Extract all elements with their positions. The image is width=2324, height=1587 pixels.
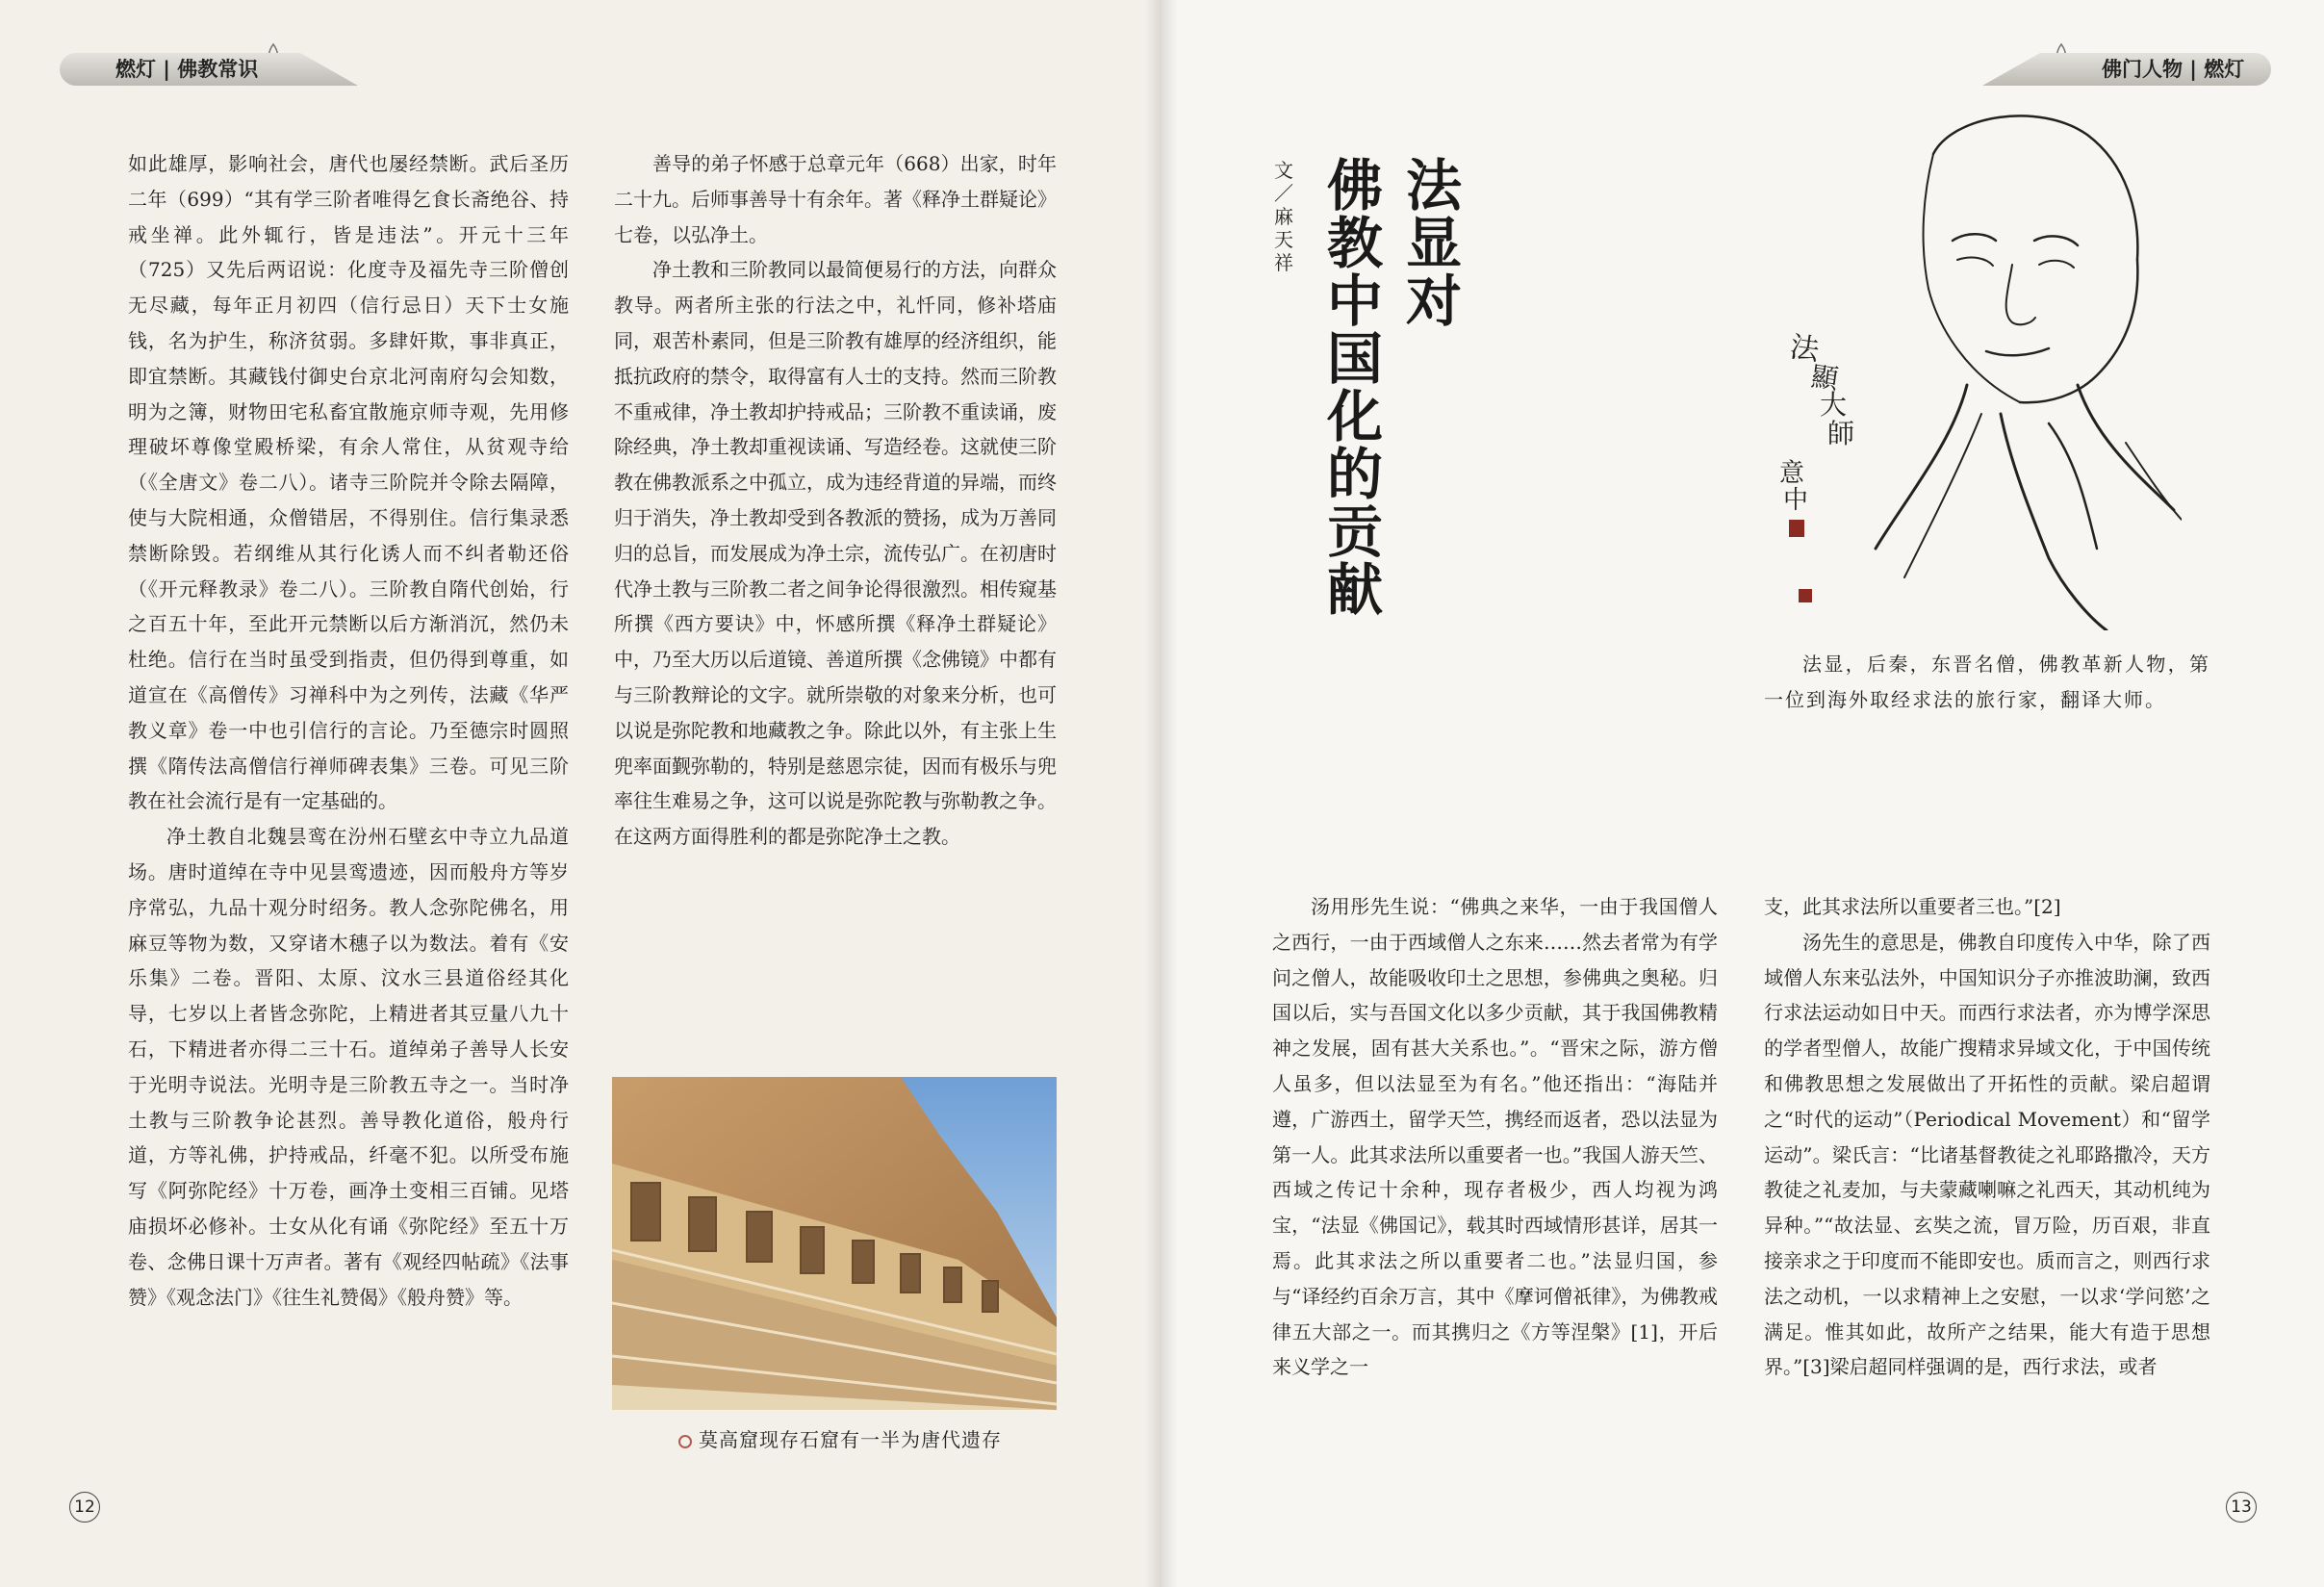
paragraph: 汤先生的意思是，佛教自印度传入中华，除了西域僧人东来弘法外，中国知识分子亦推波助澜，致西行求法运动如日中天。而西行求法者，亦为博学深思的学者型僧人，故能广搜精求异域文化，于中国传统和佛教思想之发展做出了开拓性的贡献。梁启超谓之“时代的运动”（Periodical Movement）和“留学运动”。梁氏言：“比诸基督教徒之礼耶路撒冷，天方教徒之礼麦加，与夫蒙藏喇嘛之礼西天，其动机纯为异种。”“故法显、玄奘之流，冒万险，历百艰，非直接亲求之于印度而不能即安也。质而言之，则西行求法之动机，一以求精神上之安慰，一以求‘学问慾’之满足。惟其如此，故所产之结果，能大有造于思想界。”[3]梁启超同样强调的是，西行求法，或者 <box>1764 930 2210 1379</box>
svg-text:中: 中 <box>1783 486 1809 515</box>
svg-text:顯: 顯 <box>1809 360 1841 396</box>
author-byline: 文／麻天祥 <box>1274 159 1293 274</box>
portrait-caption <box>1764 647 2210 718</box>
paragraph: 净土教和三阶教同以最简便易行的方法，向群众教导。两者所主张的行法之中，礼忏同，修补塔庙同，艰苦朴素同，但是三阶教有雄厚的经济组织，能抵抗政府的禁令，取得富有人士的支持。然而三阶教不重戒律，净土教却护持戒品；三阶教不重读诵，废除经典，净土教却重视读诵、写造经卷。这就使三阶教在佛教派系之中孤立，成为违经背道的异端，而终归于消失，净土教却受到各教派的赞扬，成为万善同归的总旨，而发展成为净土宗，流传弘广。在初唐时代净土教与三阶教二者之间争论得很激烈。相传窥基所撰《西方要诀》中，怀感所撰《释净土群疑论》中，乃至大历以后道镜、善道所撰《念佛镜》中都有与三阶教辩论的文字。就所崇敬的对象来分析，也可以说是弥陀教和地藏教之争。除此以外，有主张上生兜率面觐弥勒的，特别是慈恩宗徒，因而有极乐与兜率往生难易之争，这可以说是弥陀教与弥勒教之争。在这两方面得胜利的都是弥陀净土之教。 <box>614 258 1057 849</box>
left-header-label: 燃灯 | 佛教常识 <box>115 58 259 81</box>
paragraph: 净土教自北魏昙鸾在汾州石壁玄中寺立九品道场。唐时道绰在寺中见昙鸾遗迹，因而般舟方等岁序常弘，九品十观分时绍务。教人念弥陀佛名，用麻豆等物为数，又穿诸木穗子以为数法。着有《安乐集》二卷。晋阳、太原、汶水三县道俗经其化导，七岁以上者皆念弥陀，上精进者其豆量八九十石，下精进者亦得二三十石。道绰弟子善导人长安于光明寺说法。光明寺是三阶教五寺之一。当时净土教与三阶教争论甚烈。善导教化道俗，般舟行道，方等礼佛，护持戒品，纤毫不犯。以所受布施写《阿弥陀经》十万卷，画净土变相三百铺。见塔庙损坏必修补。士女从化有诵《弥陀经》至五十万卷、念佛日课十万声者。著有《观经四帖疏》《法事赞》《观念法门》《往生礼赞偈》《般舟赞》等。 <box>128 825 569 1309</box>
mogao-grottoes-photo <box>612 1077 1057 1410</box>
right-header-label: 佛门人物 | 燃灯 <box>2102 58 2245 81</box>
book-gutter <box>1145 0 1178 1587</box>
right-column-2 <box>1764 889 2210 1385</box>
portrait-caption-text: 法显，后秦，东晋名僧，佛教革新人物，第一位到海外取经求法的旅行家，翻译大师。 <box>1764 653 2210 711</box>
paragraph: 如此雄厚，影响社会，唐代也屡经禁断。武后圣历二年（699）“其有学三阶者唯得乞食长斋绝谷、持戒坐禅。此外辄行，皆是违法”。开元十三年（725）又先后两诏说：化度寺及福先寺三阶僧创无尽藏，每年正月初四（信行忌日）天下士女施钱，名为护生，称济贫弱。多肆奸欺，事非真正，即宜禁断。其藏钱付御史台京北河南府勾会知数，明为之簿，财物田宅私畜宜散施京师寺观，先用修理破坏尊像堂殿桥梁，有余人常住，从贫观寺给（《全唐文》卷二八）。诸寺三阶院并令除去隔障，使与大院相通，众僧错居，不得别住。信行集录悉禁断除毁。若纲维从其行化诱人而不纠者勒还俗（《开元释教录》卷二八）。三阶教自隋代创始，行之百五十年，至此开元禁断以后方渐消沉，然仍未杜绝。信行在当时虽受到指责，但仍得到尊重，如道宣在《高僧传》习禅科中为之列传，法藏《华严教义章》卷一中也引信行的言论。乃至德宗时圆照撰《隋传法高僧信行禅师碑表集》三卷。可见三阶教在社会流行是有一定基础的。 <box>128 152 569 813</box>
left-column-1 <box>128 146 569 1315</box>
left-column-2 <box>614 146 1057 855</box>
svg-text:法: 法 <box>1787 330 1822 369</box>
paragraph: 善导的弟子怀感于总章元年（668）出家，时年二十九。后师事善导十有余年。著《释净土群疑论》七卷，以弘净土。 <box>614 152 1057 246</box>
photo-caption: 莫高窟现存石窟有一半为唐代遗存 <box>699 1428 1002 1451</box>
paragraph: 汤用彤先生说：“佛典之来华，一由于我国僧人之西行，一由于西域僧人之东来……然去者常为有学问之僧人，故能吸收印土之思想，参佛典之奥秘。归国以后，实与吾国文化以多少贡献，其于我国佛教精神之发展，固有甚大关系也。”。“晋宋之际，游方僧人虽多，但以法显至为有名。”他还指出：“海陆并遵，广游西土，留学天竺，携经而返者，恐以法显为第一人。此其求法所以重要者一也。”我国人游天竺、西域之传记十余种，现存者极少，西人均视为鸿宝，“法显《佛国记》，载其时西域情形甚详，居其一焉。此其求法之所以重要者二也。”法显归国，参与“译经约百余万言，其中《摩诃僧祇律》，为佛教戒律五大部之一。而其携归之《方等涅槃》[1]，开后来义学之一 <box>1272 895 1718 1379</box>
article-title-line-2: 佛教中国化的贡献 <box>1326 153 1383 623</box>
faxian-portrait-sketch <box>1760 96 2182 630</box>
right-header-ribbon <box>2040 53 2271 86</box>
svg-text:意: 意 <box>1779 459 1805 488</box>
svg-text:師: 師 <box>1827 418 1855 449</box>
paragraph: 支，此其求法所以重要者三也。”[2] <box>1764 895 2061 918</box>
page-number-left: 12 <box>69 1492 100 1523</box>
article-title-line-1: 法显对 <box>1405 153 1462 334</box>
right-column-1 <box>1272 889 1718 1385</box>
caption-bullet-icon <box>678 1435 692 1448</box>
left-header-ribbon <box>60 53 300 86</box>
svg-text:大: 大 <box>1820 389 1848 421</box>
page-number-right: 13 <box>2226 1492 2257 1523</box>
